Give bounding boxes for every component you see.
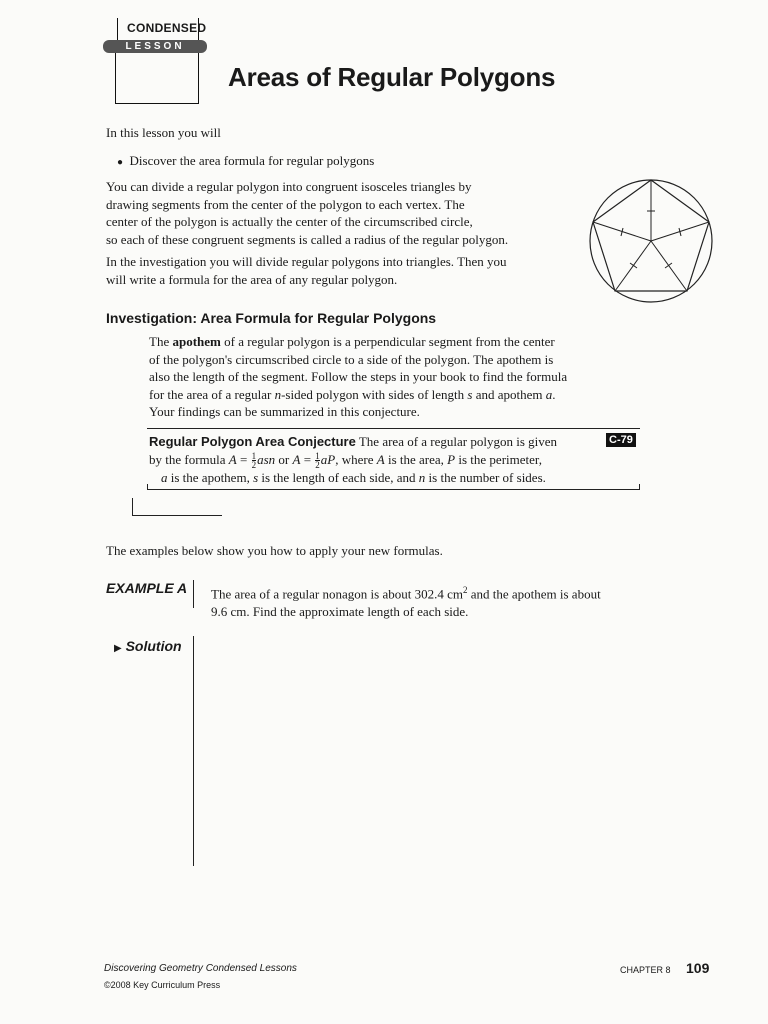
- conj-text: , where: [335, 451, 377, 467]
- p1-line: You can divide a regular polygon into congruent isosceles triangles by: [106, 179, 472, 194]
- conj-line-2: [149, 451, 639, 470]
- intro-bullet: [117, 152, 374, 172]
- p2-line: will write a formula for the area of any regular polygon.: [106, 271, 398, 287]
- example-a-line: [211, 582, 651, 603]
- bullet-icon: ●: [117, 157, 124, 168]
- conjecture-box: [149, 433, 639, 487]
- footer-copyright: ©2008 Key Curriculum Press: [104, 980, 221, 990]
- p1-line: so each of these congruent segments is called a radius of the regular polygon.: [106, 231, 509, 247]
- p1-line: drawing segments from the center of the polygon to each vertex. The: [106, 196, 465, 212]
- fraction-half: [252, 452, 257, 469]
- frac-den: 2: [315, 460, 320, 471]
- example-a-rule: [193, 580, 194, 608]
- inv-text: .: [552, 386, 556, 402]
- inv-line: also the length of the segment. Follow the steps in your book to find the formula: [149, 369, 568, 384]
- var-P: P: [447, 451, 456, 467]
- p1-line: center of the polygon is actually the center of the circumscribed circle,: [106, 214, 473, 229]
- conj-text: is the length of each side, and: [258, 470, 419, 486]
- paragraph-1: [106, 178, 546, 248]
- conjecture-bottom-rule: [147, 489, 640, 490]
- inv-line: [149, 333, 619, 351]
- var-a: a: [161, 470, 168, 486]
- solution-label: [114, 638, 182, 654]
- var-s: s: [253, 470, 259, 486]
- pentagon-in-circle-figure: [583, 173, 719, 309]
- arrow-icon: ▶: [114, 643, 122, 654]
- frac-den: 2: [251, 460, 257, 471]
- intro-bullet-text: Discover the area formula for regular polygons: [129, 153, 375, 168]
- lesson-strip: LESSON: [103, 40, 207, 53]
- conjecture-right-tick: [639, 484, 640, 490]
- conjecture-left-tick: [147, 484, 148, 490]
- conjecture-top-rule: [147, 428, 640, 429]
- var-s: s: [467, 386, 473, 402]
- var-A: A: [228, 451, 237, 467]
- page-title: Areas of Regular Polygons: [228, 62, 556, 92]
- var-aP: aP: [320, 451, 336, 467]
- ex-text: and the apothem is about: [467, 586, 601, 602]
- conj-text: or: [275, 451, 293, 467]
- conj-text: is the area,: [384, 451, 448, 467]
- inv-text: The: [149, 334, 173, 349]
- inv-text: -sided polygon with sides of length: [281, 386, 468, 402]
- superscript: 2: [462, 585, 468, 595]
- header-box-bottom: [115, 103, 199, 104]
- footer-chapter: CHAPTER 8: [620, 965, 671, 975]
- header-box-left: [115, 53, 116, 104]
- apothem-term: apothem: [172, 334, 221, 349]
- example-a-line: 9.6 cm. Find the approximate length of each side.: [211, 603, 469, 619]
- conj-text: is the perimeter,: [455, 451, 542, 467]
- answer-bracket-horz: [132, 515, 222, 516]
- radii: [593, 180, 709, 291]
- var-A: A: [376, 451, 385, 467]
- inv-line: Your findings can be summarized in this conjecture.: [149, 404, 420, 419]
- frac-num: 1: [251, 451, 257, 462]
- inv-text: of a regular polygon is a perpendicular segment from the center: [220, 334, 555, 349]
- page-number: 109: [686, 960, 710, 976]
- example-a-label: EXAMPLE A: [106, 580, 188, 596]
- inv-text: for the area of a regular: [149, 386, 275, 402]
- inv-line: [149, 386, 619, 404]
- investigation-body: [149, 333, 619, 421]
- ex-text: The area of a regular nonagon is about 302.4 cm: [211, 586, 463, 602]
- solution-rule: [193, 636, 194, 866]
- frac-num: 1: [315, 451, 320, 462]
- intro-lead: In this lesson you will: [106, 125, 221, 140]
- conj-text: The area of a regular polygon is given: [355, 434, 558, 449]
- solution-text: Solution: [125, 638, 182, 654]
- footer-book-title: Discovering Geometry Condensed Lessons: [104, 963, 297, 974]
- example-a-text: [211, 582, 651, 620]
- var-n: n: [274, 386, 282, 402]
- condensed-label: CONDENSED: [127, 21, 207, 35]
- conj-line-1: [149, 433, 639, 451]
- examples-intro: The examples below show you how to apply your new formulas.: [106, 543, 443, 558]
- p2-line: In the investigation you will divide regular polygons into triangles. Then you: [106, 254, 507, 269]
- var-a: a: [545, 386, 553, 402]
- answer-bracket-vert: [132, 498, 133, 516]
- conj-text: is the apothem,: [167, 470, 254, 486]
- investigation-heading: Investigation: Area Formula for Regular Polygons: [106, 310, 437, 326]
- conj-line-3: [149, 469, 639, 487]
- fraction-half: [315, 452, 320, 469]
- conjecture-name: Regular Polygon Area Conjecture: [149, 434, 356, 449]
- inv-line: of the polygon's circumscribed circle to a side of the polygon. The apothem is: [149, 351, 554, 367]
- conj-text: by the formula: [149, 451, 229, 467]
- header-left-rule: [117, 18, 118, 40]
- conj-text: =: [300, 451, 315, 467]
- conj-text: is the number of sides.: [425, 470, 546, 486]
- conjecture-tag: C-79: [606, 433, 636, 447]
- var-A: A: [292, 451, 301, 467]
- conj-text: =: [236, 451, 251, 467]
- var-asn: asn: [257, 451, 276, 467]
- inv-text: and apothem: [472, 386, 546, 402]
- var-n: n: [418, 470, 426, 486]
- paragraph-2: [106, 253, 546, 288]
